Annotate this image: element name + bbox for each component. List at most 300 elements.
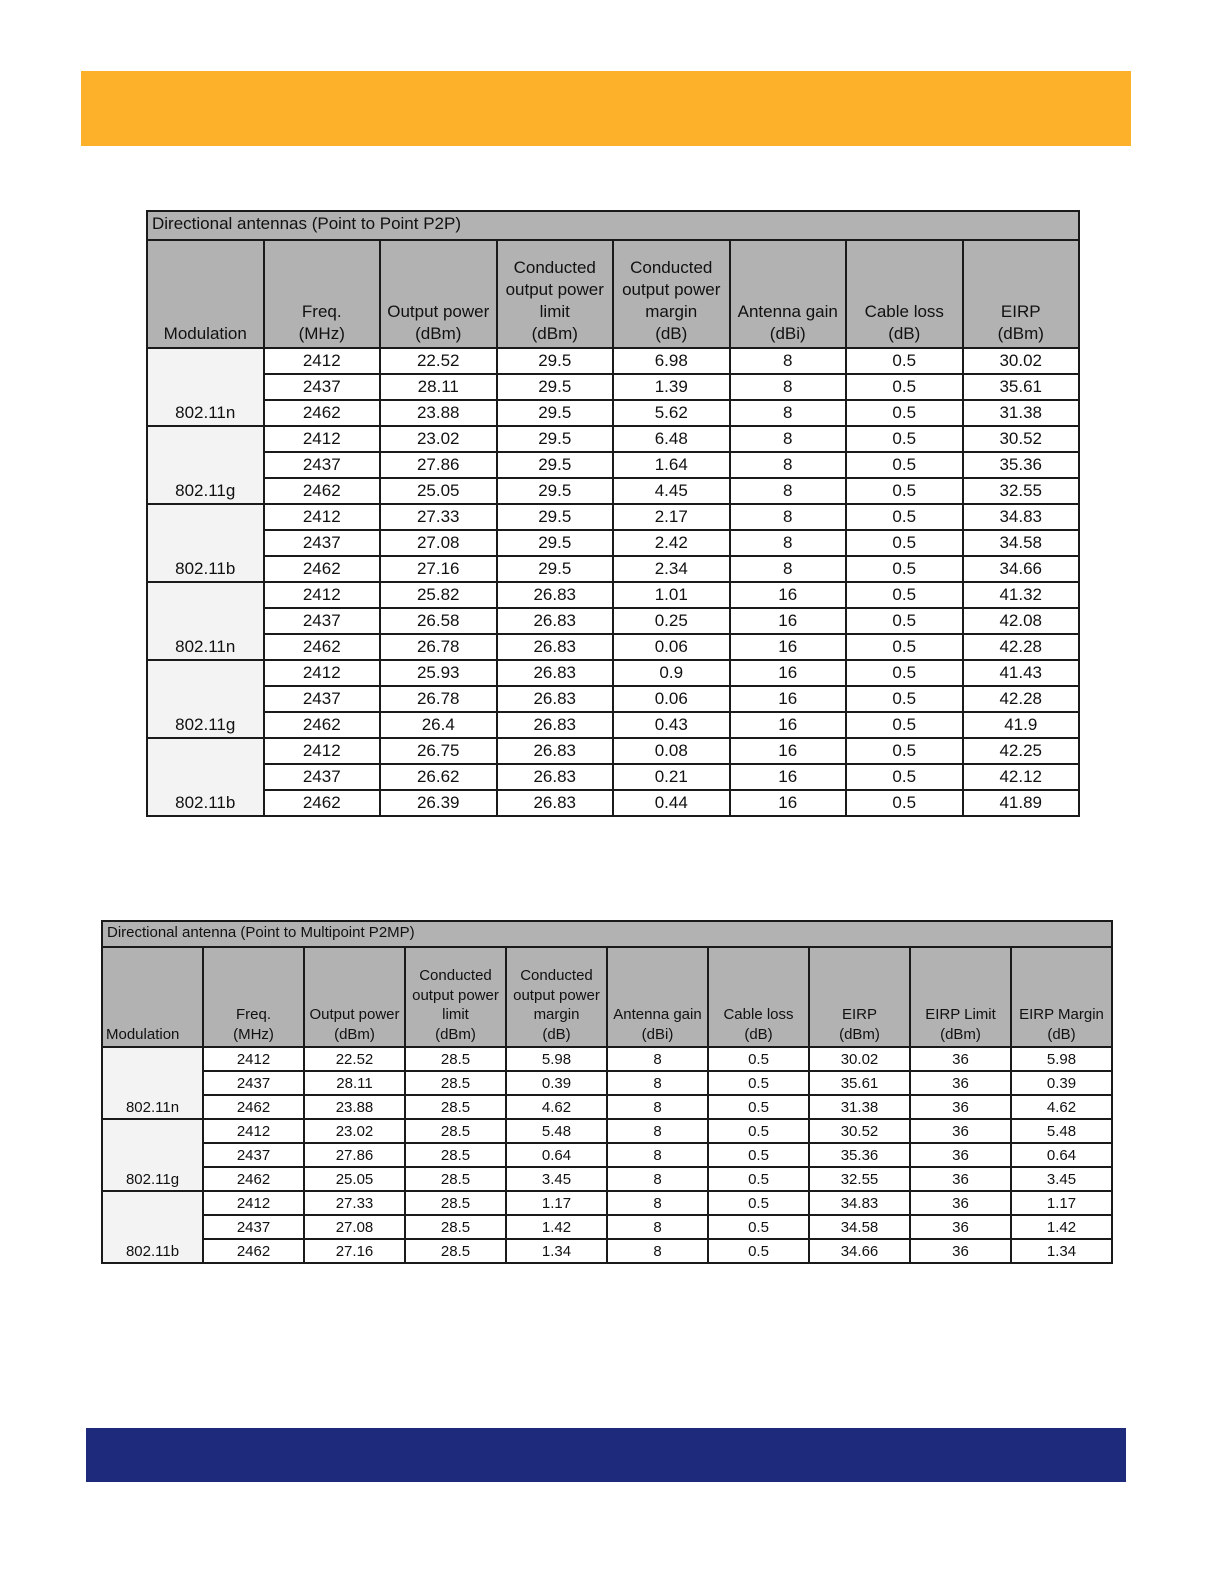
table-cell: 0.5 bbox=[846, 478, 963, 504]
table-cell: 8 bbox=[730, 452, 847, 478]
table-cell: 8 bbox=[607, 1047, 708, 1071]
column-header bbox=[304, 947, 405, 1047]
column-header-line: output power bbox=[622, 279, 721, 299]
column-header-line: (dBm) bbox=[839, 1025, 880, 1043]
table-cell: 28.5 bbox=[405, 1071, 506, 1095]
column-header-line: Output power bbox=[309, 1006, 400, 1023]
table-cell: 31.38 bbox=[809, 1095, 910, 1119]
table-cell: 27.33 bbox=[304, 1191, 405, 1215]
table-cell: 1.17 bbox=[1011, 1191, 1112, 1215]
table-cell: 27.86 bbox=[304, 1143, 405, 1167]
table-cell: 3.45 bbox=[506, 1167, 607, 1191]
table-cell: 29.5 bbox=[497, 530, 614, 556]
column-header-line: Conducted bbox=[419, 967, 492, 984]
table-cell: 1.34 bbox=[1011, 1239, 1112, 1263]
p2mp-table bbox=[101, 920, 1113, 1264]
column-header-line: Freq. bbox=[235, 1006, 271, 1023]
table-row bbox=[147, 764, 1079, 790]
table-caption: Directional antenna (Point to Multipoint P2MP) bbox=[102, 921, 1112, 947]
table-cell: 2412 bbox=[203, 1047, 304, 1071]
table-row bbox=[147, 556, 1079, 582]
table-cell: 0.44 bbox=[613, 790, 730, 816]
table-cell: 36 bbox=[910, 1143, 1011, 1167]
table-caption: Directional antennas (Point to Point P2P) bbox=[147, 211, 1079, 240]
table-cell: 28.5 bbox=[405, 1095, 506, 1119]
table-cell: 42.12 bbox=[963, 764, 1080, 790]
table-row bbox=[147, 712, 1079, 738]
column-header-line: limit bbox=[442, 1006, 469, 1023]
column-header-line: Modulation bbox=[106, 1025, 180, 1043]
table-cell: 2.17 bbox=[613, 504, 730, 530]
table-cell: 2462 bbox=[264, 400, 381, 426]
table-cell: 2437 bbox=[264, 374, 381, 400]
modulation-cell: 802.11g bbox=[147, 426, 264, 504]
table-row bbox=[102, 1095, 1112, 1119]
table-cell: 2412 bbox=[264, 348, 381, 374]
table-cell: 26.75 bbox=[380, 738, 497, 764]
column-header-line: Modulation bbox=[163, 323, 247, 343]
table-cell: 36 bbox=[910, 1239, 1011, 1263]
column-header-line: (dB) bbox=[542, 1025, 571, 1043]
table-cell: 0.5 bbox=[708, 1215, 809, 1239]
table-cell: 8 bbox=[607, 1119, 708, 1143]
table-cell: 27.33 bbox=[380, 504, 497, 530]
column-header-line: (dB) bbox=[655, 323, 688, 343]
table-cell: 36 bbox=[910, 1191, 1011, 1215]
table-cell: 8 bbox=[730, 478, 847, 504]
column-header-line: (dBm) bbox=[415, 323, 462, 343]
column-header-line: limit bbox=[539, 301, 570, 321]
table-cell: 0.5 bbox=[846, 452, 963, 478]
table-cell: 16 bbox=[730, 686, 847, 712]
table-cell: 36 bbox=[910, 1047, 1011, 1071]
table-cell: 4.45 bbox=[613, 478, 730, 504]
column-header bbox=[380, 240, 497, 348]
table-cell: 5.48 bbox=[506, 1119, 607, 1143]
table-cell: 41.9 bbox=[963, 712, 1080, 738]
table-cell: 2462 bbox=[264, 790, 381, 816]
table-row bbox=[147, 348, 1079, 374]
table-cell: 4.62 bbox=[1011, 1095, 1112, 1119]
table-cell: 2412 bbox=[264, 738, 381, 764]
table-cell: 42.25 bbox=[963, 738, 1080, 764]
modulation-cell: 802.11g bbox=[147, 660, 264, 738]
column-header-line: (dBm) bbox=[435, 1025, 476, 1043]
table-cell: 28.5 bbox=[405, 1143, 506, 1167]
table-cell: 23.02 bbox=[304, 1119, 405, 1143]
table-cell: 0.5 bbox=[846, 374, 963, 400]
table-cell: 8 bbox=[607, 1167, 708, 1191]
table-cell: 27.16 bbox=[304, 1239, 405, 1263]
table-cell: 41.89 bbox=[963, 790, 1080, 816]
column-header-line: (MHz) bbox=[298, 323, 345, 343]
table-cell: 0.5 bbox=[846, 660, 963, 686]
table-cell: 29.5 bbox=[497, 374, 614, 400]
column-header-line: Freq. bbox=[301, 301, 342, 321]
table-cell: 0.5 bbox=[846, 556, 963, 582]
column-header-line: Cable loss bbox=[864, 301, 944, 321]
table-cell: 16 bbox=[730, 712, 847, 738]
table-cell: 0.5 bbox=[846, 790, 963, 816]
table-row bbox=[147, 426, 1079, 452]
column-header bbox=[147, 240, 264, 348]
table-cell: 6.48 bbox=[613, 426, 730, 452]
table-cell: 26.83 bbox=[497, 608, 614, 634]
table-cell: 30.52 bbox=[809, 1119, 910, 1143]
table-row bbox=[147, 478, 1079, 504]
table-cell: 27.16 bbox=[380, 556, 497, 582]
table-cell: 34.58 bbox=[809, 1215, 910, 1239]
column-header-line: (dB) bbox=[888, 323, 921, 343]
table-cell: 34.58 bbox=[963, 530, 1080, 556]
table-cell: 42.08 bbox=[963, 608, 1080, 634]
table-cell: 27.08 bbox=[380, 530, 497, 556]
table-cell: 0.5 bbox=[708, 1095, 809, 1119]
table-cell: 42.28 bbox=[963, 634, 1080, 660]
footer-band bbox=[86, 1428, 1126, 1482]
header-row bbox=[102, 947, 1112, 1047]
table-cell: 0.9 bbox=[613, 660, 730, 686]
column-header-line: Conducted bbox=[513, 257, 596, 277]
table-row bbox=[102, 1215, 1112, 1239]
table-cell: 28.5 bbox=[405, 1167, 506, 1191]
table-cell: 8 bbox=[730, 426, 847, 452]
table-cell: 35.36 bbox=[809, 1143, 910, 1167]
table-row bbox=[102, 1191, 1112, 1215]
modulation-cell: 802.11b bbox=[147, 738, 264, 816]
table-cell: 8 bbox=[607, 1215, 708, 1239]
column-header-line: margin bbox=[533, 1006, 580, 1023]
table-cell: 1.01 bbox=[613, 582, 730, 608]
table-cell: 2437 bbox=[264, 452, 381, 478]
column-header-line: Antenna gain bbox=[613, 1006, 702, 1023]
table-cell: 0.5 bbox=[846, 712, 963, 738]
header-row bbox=[147, 240, 1079, 348]
table-cell: 35.61 bbox=[809, 1071, 910, 1095]
table-cell: 0.39 bbox=[1011, 1071, 1112, 1095]
table-cell: 25.05 bbox=[380, 478, 497, 504]
table-cell: 2462 bbox=[264, 634, 381, 660]
table-cell: 2.42 bbox=[613, 530, 730, 556]
table-cell: 2412 bbox=[264, 504, 381, 530]
table-row bbox=[147, 400, 1079, 426]
column-header bbox=[1011, 947, 1112, 1047]
column-header-line: (dBm) bbox=[334, 1025, 375, 1043]
column-header-line: margin bbox=[645, 301, 698, 321]
table-cell: 2412 bbox=[264, 582, 381, 608]
table-cell: 16 bbox=[730, 582, 847, 608]
table-cell: 34.66 bbox=[963, 556, 1080, 582]
table-cell: 8 bbox=[607, 1143, 708, 1167]
table-cell: 27.86 bbox=[380, 452, 497, 478]
table-cell: 25.93 bbox=[380, 660, 497, 686]
column-header-line: output power bbox=[412, 986, 499, 1004]
table-cell: 29.5 bbox=[497, 504, 614, 530]
table-cell: 34.66 bbox=[809, 1239, 910, 1263]
table-cell: 0.5 bbox=[846, 582, 963, 608]
table-cell: 22.52 bbox=[304, 1047, 405, 1071]
table-cell: 2412 bbox=[264, 426, 381, 452]
column-header-line: Cable loss bbox=[723, 1006, 794, 1023]
table-row bbox=[147, 738, 1079, 764]
column-header-line: EIRP Limit bbox=[925, 1006, 996, 1023]
table-cell: 41.32 bbox=[963, 582, 1080, 608]
table-cell: 5.98 bbox=[506, 1047, 607, 1071]
table-cell: 8 bbox=[607, 1095, 708, 1119]
table-cell: 26.83 bbox=[497, 686, 614, 712]
table-row bbox=[147, 374, 1079, 400]
table-cell: 23.88 bbox=[380, 400, 497, 426]
table-cell: 0.64 bbox=[506, 1143, 607, 1167]
table-cell: 32.55 bbox=[963, 478, 1080, 504]
table-cell: 2462 bbox=[203, 1239, 304, 1263]
table-cell: 0.5 bbox=[846, 400, 963, 426]
table-cell: 26.39 bbox=[380, 790, 497, 816]
table-row bbox=[147, 660, 1079, 686]
table-cell: 0.5 bbox=[708, 1239, 809, 1263]
column-header bbox=[809, 947, 910, 1047]
table-cell: 16 bbox=[730, 608, 847, 634]
table-cell: 0.5 bbox=[708, 1167, 809, 1191]
table-row bbox=[147, 530, 1079, 556]
column-header-line: Conducted bbox=[630, 257, 713, 277]
column-header bbox=[708, 947, 809, 1047]
table-cell: 28.5 bbox=[405, 1047, 506, 1071]
column-header bbox=[963, 240, 1080, 348]
table-cell: 0.5 bbox=[846, 426, 963, 452]
table-cell: 2462 bbox=[264, 556, 381, 582]
column-header-line: Conducted bbox=[520, 967, 593, 984]
table-cell: 8 bbox=[730, 374, 847, 400]
table-row bbox=[147, 608, 1079, 634]
table-cell: 25.82 bbox=[380, 582, 497, 608]
column-header-line: EIRP bbox=[841, 1006, 877, 1023]
table-cell: 2462 bbox=[264, 712, 381, 738]
table-cell: 0.06 bbox=[613, 634, 730, 660]
column-header-line: (dB) bbox=[744, 1025, 773, 1043]
table-cell: 0.5 bbox=[708, 1191, 809, 1215]
table-row bbox=[102, 1119, 1112, 1143]
table-cell: 0.5 bbox=[846, 530, 963, 556]
column-header-line: (dBi) bbox=[769, 323, 806, 343]
table-cell: 0.21 bbox=[613, 764, 730, 790]
table-cell: 28.5 bbox=[405, 1215, 506, 1239]
table-cell: 6.98 bbox=[613, 348, 730, 374]
table-cell: 1.34 bbox=[506, 1239, 607, 1263]
modulation-cell: 802.11n bbox=[147, 582, 264, 660]
table-cell: 2437 bbox=[264, 608, 381, 634]
table-cell: 30.02 bbox=[809, 1047, 910, 1071]
table-row bbox=[147, 582, 1079, 608]
table-cell: 29.5 bbox=[497, 556, 614, 582]
table-cell: 2412 bbox=[264, 660, 381, 686]
table-cell: 8 bbox=[730, 556, 847, 582]
table-cell: 1.64 bbox=[613, 452, 730, 478]
table-cell: 5.98 bbox=[1011, 1047, 1112, 1071]
table-cell: 8 bbox=[607, 1071, 708, 1095]
column-header bbox=[203, 947, 304, 1047]
table-cell: 41.43 bbox=[963, 660, 1080, 686]
table-cell: 32.55 bbox=[809, 1167, 910, 1191]
table-cell: 34.83 bbox=[963, 504, 1080, 530]
table-row bbox=[147, 504, 1079, 530]
table-cell: 2437 bbox=[264, 686, 381, 712]
table-cell: 16 bbox=[730, 764, 847, 790]
table-cell: 5.62 bbox=[613, 400, 730, 426]
column-header bbox=[730, 240, 847, 348]
table-cell: 0.25 bbox=[613, 608, 730, 634]
table-cell: 26.78 bbox=[380, 634, 497, 660]
table-cell: 8 bbox=[607, 1191, 708, 1215]
table-cell: 2462 bbox=[203, 1167, 304, 1191]
table-cell: 1.39 bbox=[613, 374, 730, 400]
table-row bbox=[147, 634, 1079, 660]
column-header bbox=[102, 947, 203, 1047]
table-cell: 0.5 bbox=[708, 1119, 809, 1143]
table-cell: 2.34 bbox=[613, 556, 730, 582]
column-header-line: EIRP bbox=[1000, 301, 1041, 321]
header-band bbox=[81, 71, 1131, 146]
table-cell: 28.5 bbox=[405, 1191, 506, 1215]
table-body bbox=[147, 348, 1079, 816]
table-cell: 0.5 bbox=[708, 1047, 809, 1071]
modulation-cell: 802.11b bbox=[102, 1191, 203, 1263]
table-cell: 3.45 bbox=[1011, 1167, 1112, 1191]
table-cell: 26.62 bbox=[380, 764, 497, 790]
table-cell: 0.5 bbox=[846, 738, 963, 764]
table-row bbox=[102, 1239, 1112, 1263]
table-cell: 2437 bbox=[264, 764, 381, 790]
table-cell: 0.06 bbox=[613, 686, 730, 712]
table-cell: 36 bbox=[910, 1071, 1011, 1095]
table-row bbox=[147, 686, 1079, 712]
table-cell: 1.42 bbox=[506, 1215, 607, 1239]
table-cell: 31.38 bbox=[963, 400, 1080, 426]
table-cell: 16 bbox=[730, 738, 847, 764]
table-cell: 1.17 bbox=[506, 1191, 607, 1215]
table-cell: 0.5 bbox=[846, 504, 963, 530]
table-cell: 16 bbox=[730, 634, 847, 660]
table-cell: 2437 bbox=[203, 1143, 304, 1167]
table-cell: 1.42 bbox=[1011, 1215, 1112, 1239]
table-cell: 36 bbox=[910, 1095, 1011, 1119]
table-cell: 8 bbox=[730, 530, 847, 556]
table-cell: 36 bbox=[910, 1167, 1011, 1191]
column-header bbox=[910, 947, 1011, 1047]
table-cell: 0.5 bbox=[846, 764, 963, 790]
table-cell: 29.5 bbox=[497, 452, 614, 478]
table-cell: 8 bbox=[607, 1239, 708, 1263]
table-row bbox=[147, 790, 1079, 816]
table-cell: 26.83 bbox=[497, 582, 614, 608]
column-header bbox=[405, 947, 506, 1047]
table-cell: 2437 bbox=[203, 1071, 304, 1095]
column-header-line: (dBm) bbox=[531, 323, 578, 343]
table-cell: 28.5 bbox=[405, 1119, 506, 1143]
table-cell: 36 bbox=[910, 1119, 1011, 1143]
p2p-table bbox=[146, 210, 1080, 817]
table-cell: 0.5 bbox=[708, 1143, 809, 1167]
table-cell: 26.4 bbox=[380, 712, 497, 738]
table-cell: 2462 bbox=[203, 1095, 304, 1119]
table-cell: 23.02 bbox=[380, 426, 497, 452]
table-body bbox=[102, 1047, 1112, 1263]
column-header bbox=[607, 947, 708, 1047]
table-cell: 23.88 bbox=[304, 1095, 405, 1119]
table-cell: 8 bbox=[730, 400, 847, 426]
column-header-line: (dBm) bbox=[940, 1025, 981, 1043]
column-header-line: Antenna gain bbox=[737, 301, 838, 321]
table-cell: 0.5 bbox=[846, 634, 963, 660]
table-cell: 42.28 bbox=[963, 686, 1080, 712]
column-header-line: (dBi) bbox=[641, 1025, 674, 1043]
table-cell: 26.83 bbox=[497, 790, 614, 816]
table-row bbox=[102, 1167, 1112, 1191]
table-cell: 29.5 bbox=[497, 478, 614, 504]
table-cell: 26.83 bbox=[497, 660, 614, 686]
table-cell: 0.5 bbox=[846, 686, 963, 712]
table-cell: 2412 bbox=[203, 1191, 304, 1215]
table-cell: 29.5 bbox=[497, 426, 614, 452]
column-header-line: output power bbox=[513, 986, 600, 1004]
table-cell: 26.83 bbox=[497, 712, 614, 738]
table-cell: 0.5 bbox=[708, 1071, 809, 1095]
table-row bbox=[102, 1143, 1112, 1167]
column-header bbox=[497, 240, 614, 348]
table-cell: 0.5 bbox=[846, 608, 963, 634]
column-header-line: Output power bbox=[387, 301, 490, 321]
table-row bbox=[102, 1071, 1112, 1095]
table-cell: 2437 bbox=[203, 1215, 304, 1239]
table-cell: 0.5 bbox=[846, 348, 963, 374]
column-header-line: (MHz) bbox=[233, 1025, 274, 1043]
table-cell: 28.11 bbox=[304, 1071, 405, 1095]
table-row bbox=[102, 1047, 1112, 1071]
column-header-line: (dBm) bbox=[997, 323, 1044, 343]
table-cell: 29.5 bbox=[497, 400, 614, 426]
table-cell: 0.08 bbox=[613, 738, 730, 764]
table-cell: 30.02 bbox=[963, 348, 1080, 374]
modulation-cell: 802.11n bbox=[102, 1047, 203, 1119]
table-cell: 4.62 bbox=[506, 1095, 607, 1119]
table-cell: 0.43 bbox=[613, 712, 730, 738]
table-cell: 26.83 bbox=[497, 764, 614, 790]
table-cell: 0.64 bbox=[1011, 1143, 1112, 1167]
column-header bbox=[264, 240, 381, 348]
column-header bbox=[506, 947, 607, 1047]
table-cell: 35.61 bbox=[963, 374, 1080, 400]
table-cell: 28.11 bbox=[380, 374, 497, 400]
table-cell: 27.08 bbox=[304, 1215, 405, 1239]
table-row bbox=[147, 452, 1079, 478]
column-header-line: output power bbox=[505, 279, 604, 299]
table-cell: 26.58 bbox=[380, 608, 497, 634]
table-cell: 22.52 bbox=[380, 348, 497, 374]
modulation-cell: 802.11g bbox=[102, 1119, 203, 1191]
table-cell: 36 bbox=[910, 1215, 1011, 1239]
table-cell: 34.83 bbox=[809, 1191, 910, 1215]
table-cell: 35.36 bbox=[963, 452, 1080, 478]
table-cell: 26.83 bbox=[497, 634, 614, 660]
table-cell: 5.48 bbox=[1011, 1119, 1112, 1143]
table-cell: 0.39 bbox=[506, 1071, 607, 1095]
modulation-cell: 802.11n bbox=[147, 348, 264, 426]
column-header bbox=[846, 240, 963, 348]
table-cell: 30.52 bbox=[963, 426, 1080, 452]
column-header-line: EIRP Margin bbox=[1019, 1006, 1104, 1023]
column-header bbox=[613, 240, 730, 348]
column-header-line: (dB) bbox=[1047, 1025, 1076, 1043]
